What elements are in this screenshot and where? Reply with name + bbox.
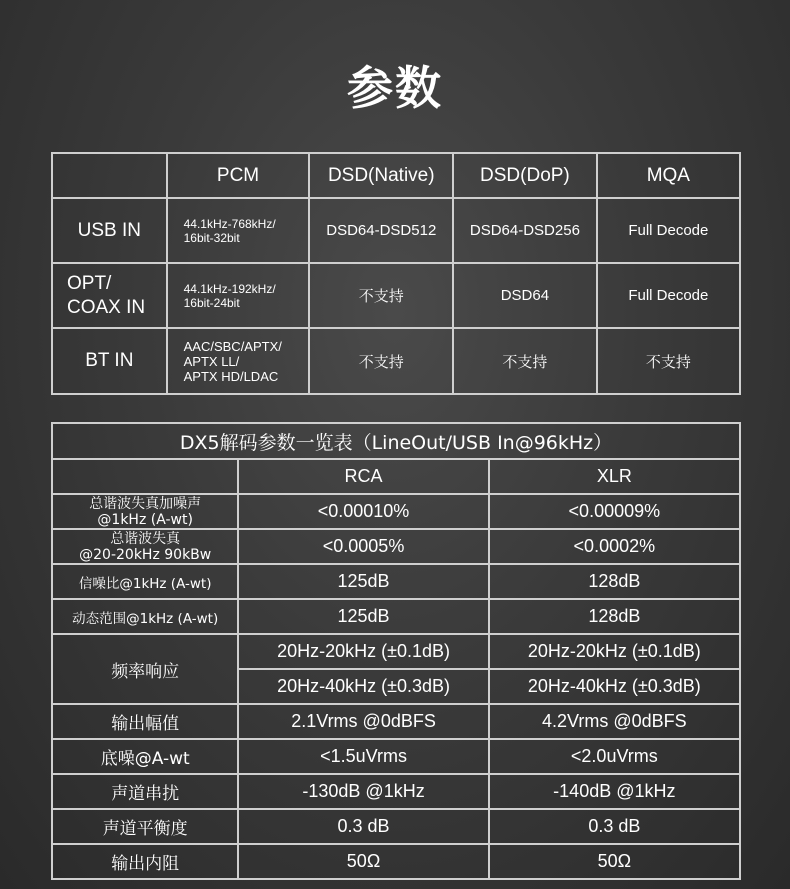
mqa-value: Full Decode	[597, 198, 740, 263]
xlr-value: 128dB	[489, 564, 740, 599]
rca-value: 20Hz-40kHz (±0.3dB)	[238, 669, 488, 704]
spec-label: 声道串扰	[52, 774, 238, 809]
spec-label: 信噪比@1kHz (A-wt)	[52, 564, 238, 599]
table-row	[52, 198, 740, 263]
rca-value: <0.00010%	[238, 494, 488, 529]
rca-value: -130dB @1kHz	[238, 774, 488, 809]
dsd-dop-value: DSD64	[453, 263, 597, 328]
table-header-row	[52, 459, 740, 494]
table-row	[52, 844, 740, 879]
xlr-value: 20Hz-20kHz (±0.1dB)	[489, 634, 740, 669]
header-rca: RCA	[238, 459, 488, 494]
input-format-table	[51, 152, 741, 395]
pcm-value: 44.1kHz-192kHz/ 16bit-24bit	[167, 263, 310, 328]
xlr-value: <0.00009%	[489, 494, 740, 529]
spec-label: 总谐波失真加噪声 @1kHz (A-wt)	[52, 494, 238, 529]
pcm-value: AAC/SBC/APTX/ APTX LL/ APTX HD/LDAC	[167, 328, 310, 394]
rca-value: <0.0005%	[238, 529, 488, 564]
table-row	[52, 263, 740, 328]
xlr-value: 128dB	[489, 599, 740, 634]
spec-label: 动态范围@1kHz (A-wt)	[52, 599, 238, 634]
row-label-usb-in: USB IN	[52, 198, 167, 263]
mqa-value: Full Decode	[597, 263, 740, 328]
spec-label: 频率响应	[52, 634, 238, 704]
table-caption: DX5解码参数一览表（LineOut/USB In@96kHz）	[52, 423, 740, 459]
header-dsd-native: DSD(Native)	[309, 153, 453, 198]
table-row	[52, 564, 740, 599]
page-title: 参数	[347, 61, 443, 115]
header-dsd-dop: DSD(DoP)	[453, 153, 597, 198]
table-row	[52, 739, 740, 774]
dsd-dop-value: DSD64-DSD256	[453, 198, 597, 263]
xlr-value: 0.3 dB	[489, 809, 740, 844]
row-label-bt-in: BT IN	[52, 328, 167, 394]
empty-corner-cell	[52, 459, 238, 494]
rca-value: 20Hz-20kHz (±0.1dB)	[238, 634, 488, 669]
rca-value: 50Ω	[238, 844, 488, 879]
dsd-dop-value: 不支持	[453, 328, 597, 394]
table-row	[52, 529, 740, 564]
table-row	[52, 704, 740, 739]
table-row	[52, 809, 740, 844]
table-caption-row	[52, 423, 740, 459]
xlr-value: <2.0uVrms	[489, 739, 740, 774]
dsd-native-value: 不支持	[309, 328, 453, 394]
rca-value: 125dB	[238, 564, 488, 599]
spec-label: 输出幅值	[52, 704, 238, 739]
table-header-row	[52, 153, 740, 198]
xlr-value: 4.2Vrms @0dBFS	[489, 704, 740, 739]
pcm-value: 44.1kHz-768kHz/ 16bit-32bit	[167, 198, 310, 263]
spec-label: 总谐波失真 @20-20kHz 90kBw	[52, 529, 238, 564]
spec-label: 输出内阻	[52, 844, 238, 879]
dsd-native-value: DSD64-DSD512	[309, 198, 453, 263]
rca-value: <1.5uVrms	[238, 739, 488, 774]
xlr-value: 50Ω	[489, 844, 740, 879]
table-row	[52, 774, 740, 809]
rca-value: 0.3 dB	[238, 809, 488, 844]
spec-label: 底噪@A-wt	[52, 739, 238, 774]
spec-label: 声道平衡度	[52, 809, 238, 844]
table-row	[52, 494, 740, 529]
table-row	[52, 599, 740, 634]
table-row	[52, 328, 740, 394]
xlr-value: 20Hz-40kHz (±0.3dB)	[489, 669, 740, 704]
rca-value: 2.1Vrms @0dBFS	[238, 704, 488, 739]
xlr-value: -140dB @1kHz	[489, 774, 740, 809]
row-label-opt-coax-in: OPT/ COAX IN	[52, 263, 167, 328]
header-pcm: PCM	[167, 153, 310, 198]
header-mqa: MQA	[597, 153, 740, 198]
decoding-spec-table	[51, 422, 741, 880]
table-row	[52, 634, 740, 669]
dsd-native-value: 不支持	[309, 263, 453, 328]
rca-value: 125dB	[238, 599, 488, 634]
mqa-value: 不支持	[597, 328, 740, 394]
header-xlr: XLR	[489, 459, 740, 494]
empty-corner-cell	[52, 153, 167, 198]
xlr-value: <0.0002%	[489, 529, 740, 564]
